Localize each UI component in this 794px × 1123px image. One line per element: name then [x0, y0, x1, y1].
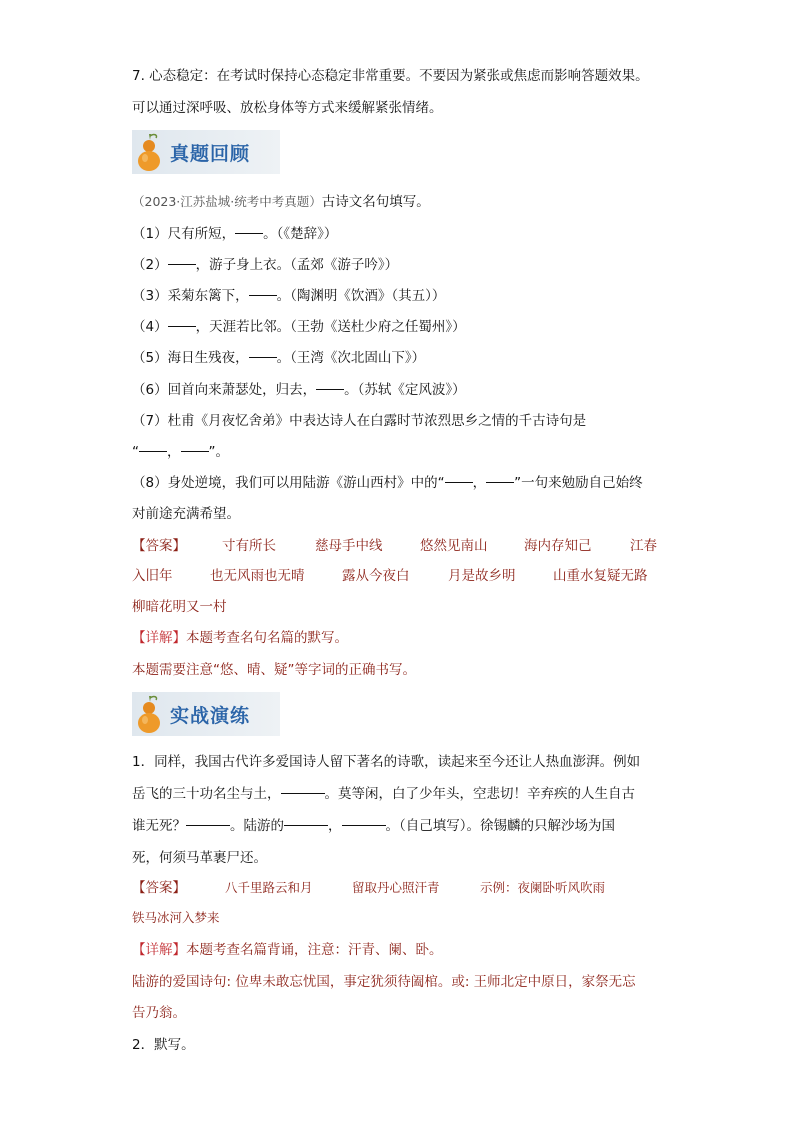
- q3: （3）采菊东篱下， 。（陶渊明《饮酒》（其五））: [132, 288, 446, 304]
- detail-line: [132, 940, 443, 960]
- q1: （1）尺有所短， 。（《楚辞》）: [132, 226, 338, 242]
- answer-item: 江春: [630, 538, 657, 554]
- q6: （6）回首向来萧瑟处，归去， 。（苏轼《定风波》）: [132, 382, 466, 398]
- intro-line-2: 可以通过深呼吸、放松身体等方式来缓解紧张情绪。: [132, 100, 443, 116]
- prompt: 古诗文名句填写。: [321, 194, 430, 210]
- q2: （2） ，游子身上衣。（孟郊《游子吟》）: [132, 257, 399, 273]
- extra-line-1: 陆游的爱国诗句: 位卑未敢忘忧国，事定犹须待阖棺。或: 王师北定中原日，家祭无忘: [132, 974, 636, 990]
- answer-item: 露从今夜白: [342, 568, 410, 584]
- section-banner-practice: [132, 692, 280, 736]
- question-source-line: [132, 192, 430, 212]
- answer-label: 【答案】: [132, 880, 186, 896]
- answer-label: 【答案】: [132, 538, 186, 554]
- q7: （7）杜甫《月夜忆舍弟》中表达诗人在白露时节浓烈思乡之情的千古诗句是: [132, 413, 587, 429]
- answer-item: 铁马冰河入梦来: [132, 910, 220, 925]
- answer-item: 八千里路云和月: [225, 880, 313, 895]
- detail-label: 【详解】: [132, 942, 186, 958]
- note-line: 本题需要注意“悠、晴、疑”等字词的正确书写。: [132, 662, 416, 678]
- answer-item: 入旧年: [132, 568, 173, 584]
- q7-blanks: “ ， ”。: [132, 444, 229, 460]
- detail-label: 【详解】: [132, 630, 186, 646]
- detail-text: 本题考查名篇背诵，注意：汗青、阑、卧。: [186, 942, 443, 958]
- answer-item: 慈母手中线: [315, 538, 383, 554]
- answer-item: 也无风雨也无晴: [210, 568, 305, 584]
- answer-item: 海内存知己: [524, 538, 592, 554]
- q2-heading: 2．默写。: [132, 1037, 195, 1053]
- extra-line-2: 告乃翁。: [132, 1005, 186, 1021]
- p1-line-3: 谁无死？ 。陆游的 ， 。（自己填写）。徐锡麟的只解沙场为国: [132, 818, 615, 834]
- q4: （4） ，天涯若比邻。（王勃《送杜少府之任蜀州》）: [132, 319, 466, 335]
- answer-item: 寸有所长: [222, 538, 276, 554]
- section-title: 实战演练: [170, 704, 251, 727]
- section-title: 真题回顾: [170, 142, 251, 165]
- q5: （5）海日生残夜， 。（王湾《次北固山下》）: [132, 350, 426, 366]
- detail-text: 本题考查名句名篇的默写。: [186, 630, 348, 646]
- intro-line-1: 7. 心态稳定：在考试时保持心态稳定非常重要。不要因为紧张或焦虑而影响答题效果。: [132, 68, 649, 84]
- answer-item: 月是故乡明: [448, 568, 516, 584]
- p1-line-4: 死，何须马革裹尸还。: [132, 850, 267, 866]
- source-tag: （2023·江苏盐城·统考中考真题）: [132, 194, 322, 209]
- answer-item: 山重水复疑无路: [553, 568, 648, 584]
- answer-item: 留取丹心照汗青: [352, 880, 440, 895]
- section-banner-review: [132, 130, 280, 174]
- q8-cont: 对前途充满希望。: [132, 506, 240, 522]
- answer-item: 示例：夜阑卧听风吹雨: [480, 880, 606, 895]
- answer-item: 柳暗花明又一村: [132, 599, 227, 615]
- gourd-icon: [134, 132, 164, 172]
- p1-line-2: 岳飞的三十功名尘与土， 。莫等闲，白了少年头，空悲切！辛弃疾的人生自古: [132, 786, 635, 802]
- q8: （8）身处逆境，我们可以用陆游《游山西村》中的“ ， ”一句来勉励自己始终: [132, 475, 643, 491]
- gourd-icon: [134, 694, 164, 734]
- p1-line-1: 1．同样，我国古代许多爱国诗人留下著名的诗歌，读起来至今还让人热血澎湃。例如: [132, 754, 641, 770]
- answer-item: 悠然见南山: [420, 538, 488, 554]
- detail-line: [132, 628, 348, 648]
